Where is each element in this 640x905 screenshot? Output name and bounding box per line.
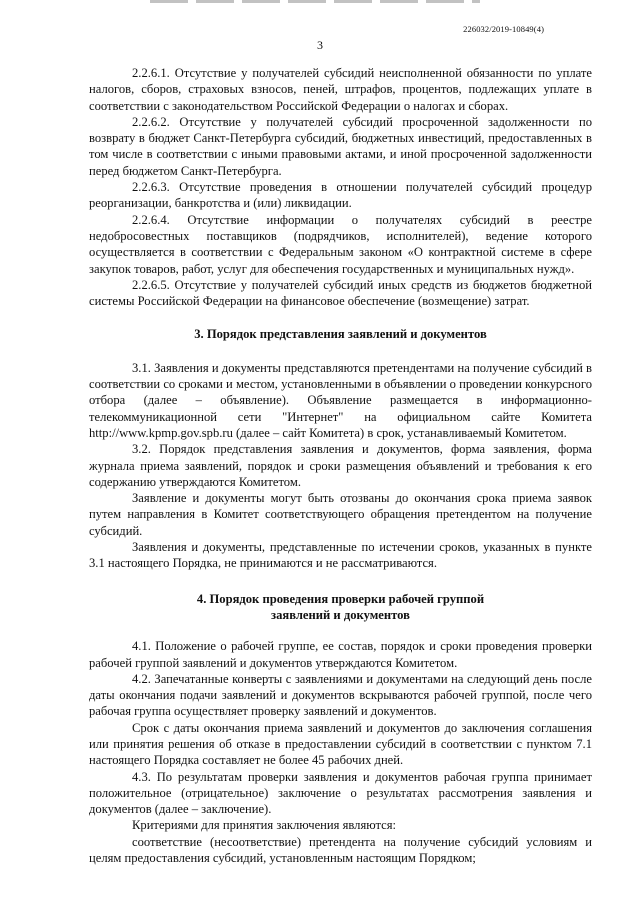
- document-body: [89, 65, 592, 866]
- clause-2-2-6-2: 2.2.6.2. Отсутствие у получателей субсидий просроченной задолженности по возврату в бюджет Санкт-Петербурга субсидий, бюджетных инвестиций, предоставленных в том числе в соответствии с иными правовыми актами, и иной просроченной задолженности перед бюджетом Санкт-Петербурга.: [89, 114, 592, 178]
- page-number: 3: [317, 38, 323, 52]
- section-4-heading-line1: 4. Порядок проведения проверки рабочей группой: [196, 591, 485, 606]
- criterion-compliance: соответствие (несоответствие) претендента на получение субсидий условиям и целям предоставления субсидий, установленным настоящим Порядком;: [89, 834, 592, 866]
- criteria-intro: Критериями для принятия заключения являются:: [132, 818, 397, 833]
- clause-2-2-6-5: 2.2.6.5. Отсутствие у получателей субсидий иных средств из бюджетов бюджетной системы Российской Федерации на финансовое обеспечение (возмещение) затрат.: [89, 277, 592, 309]
- clause-4-1: 4.1. Положение о рабочей группе, ее состав, порядок и сроки проведения проверки рабочей группой заявлений и документов утверждаются Комитетом.: [89, 639, 592, 670]
- clause-2-2-6-4: 2.2.6.4. Отсутствие информации о получателях субсидий в реестре недобросовестных поставщиков (подрядчиков, исполнителей), ведение которого осуществляется в соответствии с Федеральным законом «О контрактной системе в сфере закупок товаров, работ, услуг для обеспечения государственных и муниципальных нужд».: [89, 212, 592, 276]
- clause-4-3: 4.3. По результатам проверки заявления и документов рабочая группа принимает положительное (отрицательное) заключение о результатах рассмотрения заявления и документов (далее – заключение).: [89, 769, 592, 817]
- section-3-heading: 3. Порядок представления заявлений и документов: [194, 327, 487, 342]
- withdrawal-paragraph: Заявление и документы могут быть отозваны до окончания срока приема заявок путем направления в Комитет соответствующего обращения претендентом на получение субсидий.: [89, 491, 592, 538]
- section-4-heading: [89, 591, 592, 624]
- clause-2-2-6-1: 2.2.6.1. Отсутствие у получателей субсидий неисполненной обязанности по уплате налогов, сборов, страховых взносов, пеней, штрафов, процентов, подлежащих уплате в соответствии с законодательством Российской Федерации о налогах и сборах.: [89, 66, 592, 113]
- document-number: 226032/2019-10849(4): [463, 24, 544, 34]
- section-4-heading-line2: заявлений и документов: [271, 607, 410, 622]
- scan-top-edge: [150, 0, 480, 3]
- deadline-paragraph: Срок с даты окончания приема заявлений и документов до заключения соглашения или принятия решения об отказе в предоставлении субсидий в соответствии с пунктом 7.1 настоящего Порядка составляет не более 45 рабочих дней.: [89, 720, 592, 768]
- clause-3-2: 3.2. Порядок представления заявления и документов, форма заявления, форма журнала приема заявлений, порядок и сроки размещения объявлений и требования к его содержанию утверждаются Комитетом.: [89, 442, 592, 489]
- clause-4-2: 4.2. Запечатанные конверты с заявлениями и документами на следующий день после даты окончания подачи заявлений и документов вскрываются рабочей группой, после чего рабочая группа осуществляет проверку заявлений и документов.: [89, 671, 592, 719]
- late-submission-paragraph: Заявления и документы, представленные по истечении сроков, указанных в пункте 3.1 настоящего Порядка, не принимаются и не рассматриваются.: [89, 540, 592, 571]
- clause-2-2-6-3: 2.2.6.3. Отсутствие проведения в отношении получателей субсидий процедур реорганизации, банкротства и (или) ликвидации.: [89, 180, 592, 211]
- clause-3-1: 3.1. Заявления и документы представляются претендентами на получение субсидий в соответствии со сроками и местом, установленными в объявлении о проведении конкурсного отбора (далее – объявление). Объявление размещается в информационно-телекоммуникационной сети "Интернет" на официальном сайте Комитета http://www.kpmp.gov.spb.ru (далее – сайт Комитета) в срок, устанавливаемый Комитетом.: [89, 360, 592, 440]
